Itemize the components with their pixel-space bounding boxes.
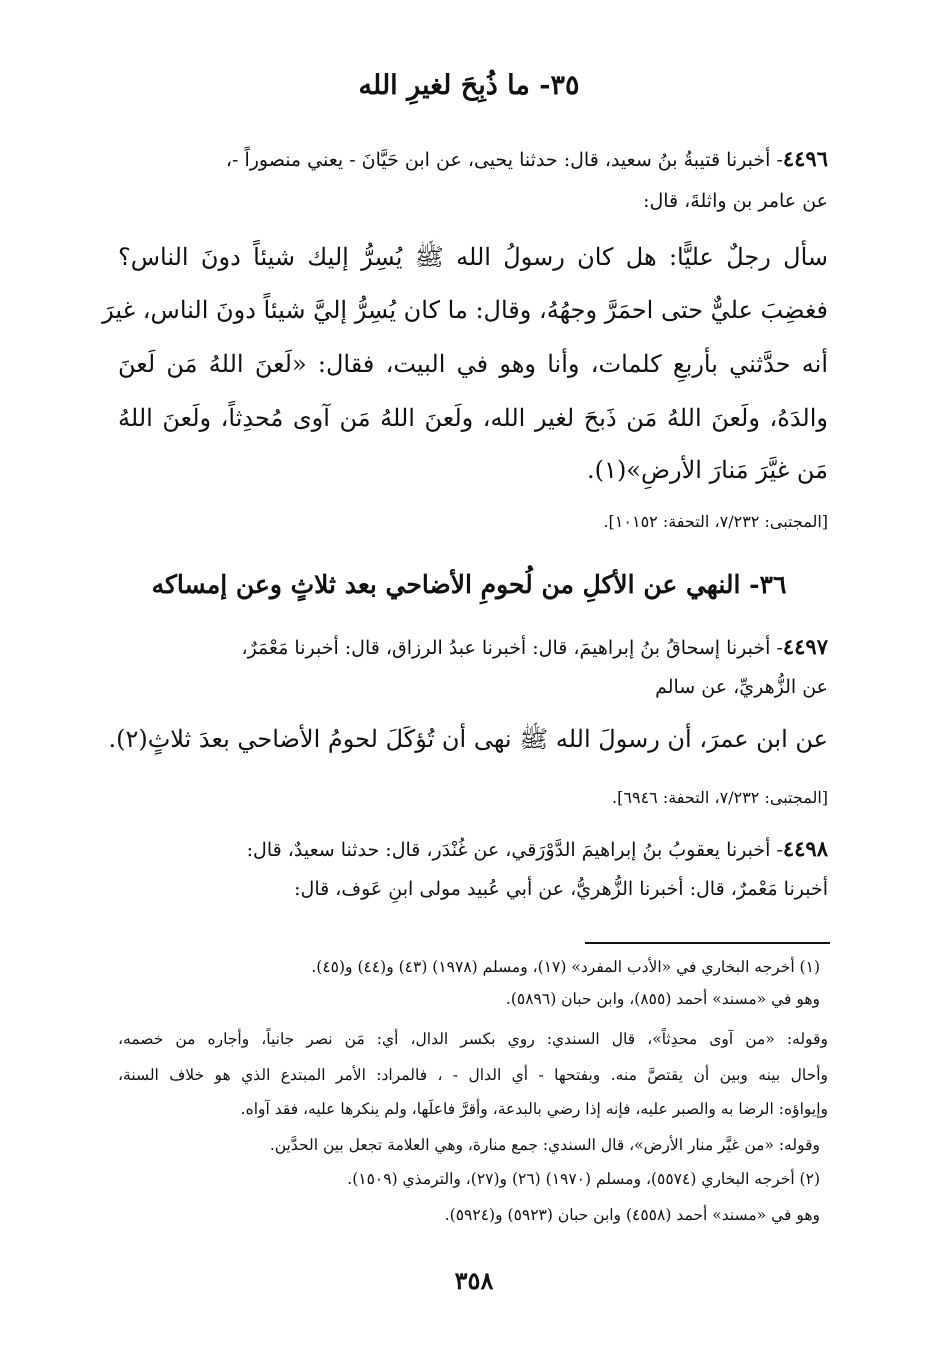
footnote-line: وقوله: «من آوى محدِثاً»، قال السندي: روي بكسر الدال، أي: مَن نصر جانياً، وأجاره من خصمه، <box>118 1030 828 1048</box>
hadith-4497-isnad-line-2: عن الزُّهريِّ، عن سالم <box>655 676 828 698</box>
footnote-line: وإيواؤه: الرضا به والصبر عليه، فإنه إذا رضي بالبدعة، وأقرَّ فاعلَها، ولم ينكرها عليه، فقد آواه. <box>240 1100 828 1118</box>
hadith-4496-matn-line-5: مَن غيَّرَ مَنارَ الأرضِ»(١). <box>587 456 828 484</box>
page-number: ٣٥٨ <box>454 1266 494 1295</box>
chapter-35-heading: ٣٥- ما ذُبِحَ لغيرِ الله <box>358 70 580 101</box>
footnote-line: (١) أخرجه البخاري في «الأدب المفرد» (١٧)، ومسلم (١٩٧٨) (٤٣) و(٤٤) و(٤٥). <box>311 958 820 976</box>
footnote-line: وقوله: «من غيَّر منار الأرض»، قال السندي: جمع منارة، وهي العلامة تجعل بين الحدَّين. <box>269 1136 820 1154</box>
hadith-4498-number: ٤٤٩٨ <box>782 836 828 861</box>
footnote-line: وهو في «مسند» أحمد (٤٥٥٨) وابن حبان (٥٩٢٣) و(٥٩٢٤). <box>444 1206 820 1224</box>
hadith-4496-number: ٤٤٩٦ <box>782 146 828 171</box>
footnote-line: وأحال بينه وبين أن يقتصَّ منه. وبفتحها - أي الدال - ، فالمراد: الأمر المبتدع الذي هو خلاف السنة، <box>118 1066 828 1084</box>
footnote-line: وهو في «مسند» أحمد (٨٥٥)، وابن حبان (٥٨٩٦). <box>505 990 820 1008</box>
chapter-36-heading: ٣٦- النهي عن الأكلِ من لُحومِ الأضاحي بعد ثلاثٍ وعن إمساكه <box>151 570 787 599</box>
hadith-4497-isnad-line-1: ٤٤٩٧- أخبرنا إسحاقُ بنُ إبراهيمَ، قال: أخبرنا عبدُ الرزاق، قال: أخبرنا مَعْمَرٌ، <box>241 634 828 659</box>
hadith-4498-isnad-line-2: أخبرنا مَعْمرٌ، قال: أخبرنا الزُّهريُّ، عن أبي عُبيد مولى ابنِ عَوف، قال: <box>294 878 828 900</box>
hadith-4498-isnad-line-1: ٤٤٩٨- أخبرنا يعقوبُ بنُ إبراهيمَ الدَّوْرَقي، عن غُنْدَر، قال: حدثنا سعيدٌ، قال: <box>246 836 828 861</box>
hadith-4496-matn-line-1: سأل رجلٌ عليًّا: هل كان رسولُ الله ﷺ يُسِرُّ إليك شيئاً دونَ الناس؟ <box>118 243 828 271</box>
hadith-4496-isnad-line-2: عن عامر بن واثلةَ، قال: <box>643 190 828 212</box>
hadith-4497-number: ٤٤٩٧ <box>782 634 828 659</box>
hadith-4496-source: [المجتبى: ٧/٢٣٢، التحفة: ١٠١٥٢]. <box>603 512 828 531</box>
hadith-4497-source: [المجتبى: ٧/٢٣٢، التحفة: ٦٩٤٦]. <box>612 788 828 807</box>
hadith-4496-matn-line-4: والدَهُ، ولَعنَ اللهُ مَن ذَبحَ لغير الله، ولَعنَ اللهُ مَن آوى مُحدِثاً، ولَعنَ اللهُ <box>118 404 828 432</box>
hadith-4496-isnad-line-1: ٤٤٩٦- أخبرنا قتيبةُ بنُ سعيد، قال: حدثنا يحيى، عن ابن حَيَّانَ - يعني منصوراً -، <box>225 146 828 171</box>
footnote-line: (٢) أخرجه البخاري (٥٥٧٤)، ومسلم (١٩٧٠) (٢٦) و(٢٧)، والترمذي (١٥٠٩). <box>347 1170 820 1188</box>
hadith-4497-matn: عن ابن عمرَ، أن رسولَ الله ﷺ نهى أن تُؤكَلَ لحومُ الأضاحي بعدَ ثلاثٍ(٢). <box>108 725 828 753</box>
hadith-4496-matn-line-2: فغضِبَ عليٌّ حتى احمَرَّ وجهُهُ، وقال: ما كان يُسِرُّ إليَّ شيئاً دونَ الناس، غيرَ <box>102 296 828 324</box>
hadith-4496-matn-line-3: أنه حدَّثني بأربعِ كلمات، وأنا وهو في البيت، فقال: «لَعنَ اللهُ مَن لَعنَ <box>118 350 828 378</box>
footnote-separator <box>585 942 830 944</box>
